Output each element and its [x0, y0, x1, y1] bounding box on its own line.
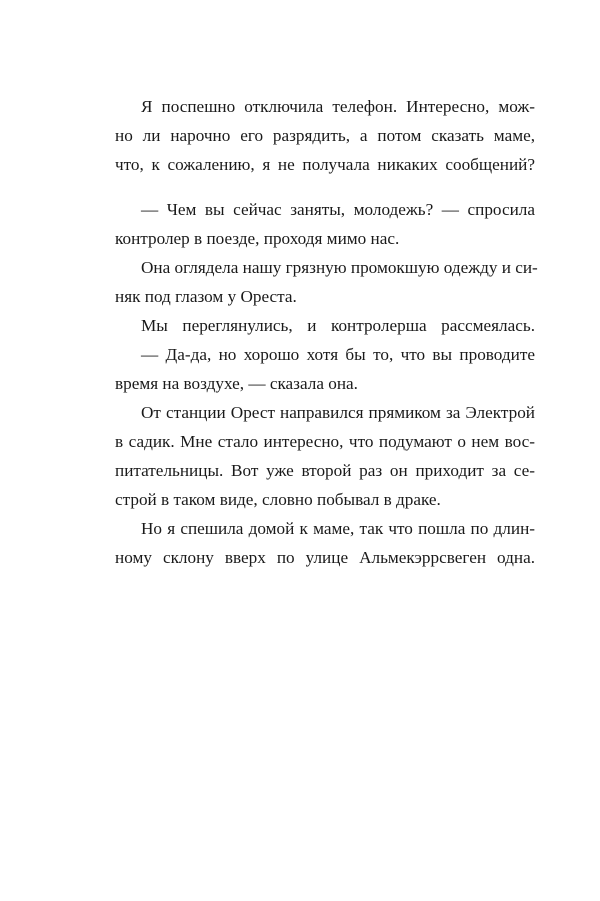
text-line: няк под глазом у Ореста.: [115, 287, 297, 306]
text-line: Но я спешила домой к маме, так что пошла по длин-: [141, 519, 535, 538]
text-line: От станции Орест направился прямиком за Электрой: [141, 403, 535, 422]
paragraph-4: [115, 311, 535, 340]
text-line: Она оглядела нашу грязную промокшую одежду и си-: [141, 258, 538, 277]
page-text: [115, 92, 538, 572]
paragraph-6: [115, 398, 535, 514]
text-line: — Чем вы сейчас заняты, молодежь? — спросила: [141, 200, 535, 219]
text-line: строй в таком виде, словно побывал в драке.: [115, 490, 441, 509]
text-line: ному склону вверх по улице Альмекэррсвеген одна.: [115, 548, 535, 567]
text-line: но ли нарочно его разрядить, а потом сказать маме,: [115, 126, 535, 145]
paragraph-1: [115, 92, 535, 179]
paragraph-3: [115, 253, 538, 311]
paragraph-2: [115, 195, 535, 253]
text-line: — Да-да, но хорошо хотя бы то, что вы проводите: [141, 345, 535, 364]
text-line: Мы переглянулись, и контролерша рассмеялась.: [141, 316, 535, 335]
text-line: Я поспешно отключила телефон. Интересно, мож-: [141, 97, 535, 116]
paragraph-5: [115, 340, 535, 398]
paragraph-gap: [115, 179, 535, 195]
text-line: в садик. Мне стало интересно, что подумают о нем вос-: [115, 432, 535, 451]
paragraph-7: [115, 514, 535, 572]
text-line: питательницы. Вот уже второй раз он приходит за се-: [115, 461, 535, 480]
text-line: время на воздухе, — сказала она.: [115, 374, 358, 393]
text-line: контролер в поезде, проходя мимо нас.: [115, 229, 400, 248]
text-line: что, к сожалению, я не получала никаких сообщений?: [115, 155, 535, 174]
